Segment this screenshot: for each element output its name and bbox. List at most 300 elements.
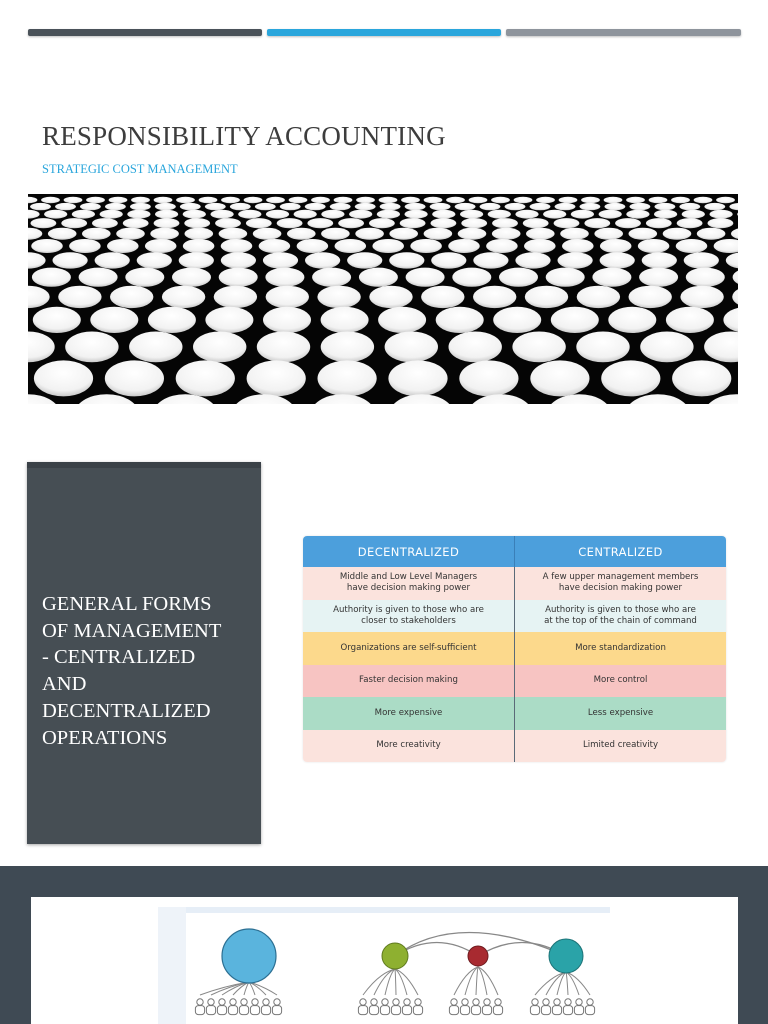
white-oval: [546, 268, 585, 287]
white-oval: [205, 307, 253, 333]
person-head: [554, 999, 560, 1005]
white-oval: [560, 228, 589, 240]
white-oval: [505, 203, 526, 210]
white-oval: [305, 203, 326, 210]
white-oval: [107, 239, 139, 253]
white-oval: [297, 239, 329, 253]
centralized-cell: Authority is given to those who are at the top of the chain of command: [544, 604, 697, 626]
white-oval: [330, 203, 351, 210]
white-oval: [524, 239, 556, 253]
white-oval: [127, 210, 150, 219]
white-oval: [105, 203, 126, 210]
white-oval: [321, 307, 369, 333]
white-oval: [686, 268, 725, 287]
person-head: [241, 999, 247, 1005]
centralized-cell: More standardization: [575, 642, 666, 653]
person-body: [272, 1006, 281, 1015]
white-oval: [571, 210, 594, 219]
white-oval: [461, 218, 487, 228]
white-oval: [321, 210, 344, 219]
white-oval: [710, 210, 733, 219]
white-oval: [646, 218, 672, 228]
white-oval: [629, 228, 658, 240]
white-oval: [389, 252, 424, 268]
person-body: [402, 1006, 411, 1015]
white-oval: [69, 239, 101, 253]
panel-title: GENERAL FORMS OF MANAGEMENT - CENTRALIZED AND DECENTRALIZED OPERATIONS: [42, 593, 222, 749]
white-oval: [431, 252, 466, 268]
white-oval: [137, 252, 172, 268]
white-oval: [253, 228, 282, 240]
white-oval: [424, 228, 453, 240]
white-oval: [100, 210, 123, 219]
person-body: [217, 1006, 226, 1015]
person-body: [563, 1006, 572, 1015]
white-oval: [592, 268, 631, 287]
white-oval: [265, 268, 304, 287]
white-oval: [72, 210, 95, 219]
white-oval: [672, 360, 731, 396]
white-oval: [458, 228, 487, 240]
person-head: [451, 999, 457, 1005]
white-oval: [294, 210, 317, 219]
person-head: [484, 999, 490, 1005]
person-body: [206, 1006, 215, 1015]
white-oval: [125, 268, 164, 287]
white-ovals-image: [28, 194, 738, 404]
white-oval: [626, 197, 645, 203]
white-oval: [410, 239, 442, 253]
white-oval: [492, 218, 518, 228]
white-oval: [214, 286, 257, 308]
white-oval: [626, 210, 649, 219]
table-row: [303, 665, 726, 698]
white-oval: [30, 203, 51, 210]
person-head: [208, 999, 214, 1005]
white-oval: [599, 210, 622, 219]
centralized-cell: More control: [593, 675, 648, 686]
person-head: [382, 999, 388, 1005]
table-row: [303, 567, 726, 600]
white-oval: [488, 210, 511, 219]
white-oval: [400, 218, 426, 228]
table-row: [303, 697, 726, 730]
white-oval: [205, 203, 226, 210]
white-oval: [150, 228, 179, 240]
white-oval: [708, 218, 734, 228]
white-oval: [247, 360, 306, 396]
white-oval: [305, 252, 340, 268]
white-oval: [172, 268, 211, 287]
white-oval: [95, 252, 130, 268]
person-head: [587, 999, 593, 1005]
decentralized-cell: More expensive: [303, 697, 515, 730]
white-oval: [655, 203, 676, 210]
white-oval: [263, 307, 311, 333]
white-oval: [215, 218, 241, 228]
white-oval: [307, 218, 333, 228]
person-body: [358, 1006, 367, 1015]
person-body: [239, 1006, 248, 1015]
white-oval: [318, 360, 377, 396]
white-oval: [148, 307, 196, 333]
white-oval: [221, 239, 253, 253]
white-oval: [199, 197, 218, 203]
person-head: [219, 999, 225, 1005]
white-oval: [154, 218, 180, 228]
white-oval: [266, 210, 289, 219]
white-oval: [530, 360, 589, 396]
comparison-table: [303, 536, 726, 762]
white-oval: [349, 210, 372, 219]
white-oval: [676, 239, 708, 253]
white-oval: [145, 239, 177, 253]
white-oval: [654, 210, 677, 219]
white-oval: [694, 197, 713, 203]
white-oval: [369, 286, 412, 308]
white-oval: [311, 197, 330, 203]
person-body: [585, 1006, 594, 1015]
person-body: [552, 1006, 561, 1015]
white-oval: [33, 307, 81, 333]
white-oval: [421, 286, 464, 308]
white-oval: [58, 286, 101, 308]
white-oval: [663, 228, 692, 240]
white-oval: [176, 197, 195, 203]
white-oval: [79, 268, 118, 287]
centralized-cell: Less expensive: [587, 707, 654, 718]
white-oval: [679, 203, 700, 210]
white-oval: [110, 286, 153, 308]
person-head: [263, 999, 269, 1005]
white-oval: [155, 210, 178, 219]
person-head: [565, 999, 571, 1005]
white-oval: [600, 239, 632, 253]
white-oval: [449, 332, 502, 363]
person-body: [574, 1006, 583, 1015]
person-head: [197, 999, 203, 1005]
person-body: [250, 1006, 259, 1015]
white-oval: [180, 203, 201, 210]
white-oval: [580, 203, 601, 210]
white-oval: [123, 218, 149, 228]
white-oval: [116, 228, 145, 240]
white-oval: [385, 332, 438, 363]
white-oval: [604, 197, 623, 203]
person-body: [369, 1006, 378, 1015]
white-oval: [525, 286, 568, 308]
white-oval: [86, 197, 105, 203]
white-oval: [287, 228, 316, 240]
white-oval: [255, 203, 276, 210]
white-oval: [31, 218, 57, 228]
white-oval: [335, 239, 367, 253]
white-oval: [246, 218, 272, 228]
white-oval: [259, 239, 291, 253]
central-manager-node: [222, 929, 276, 983]
white-oval: [605, 203, 626, 210]
white-oval: [671, 197, 690, 203]
white-oval: [684, 252, 719, 268]
white-oval: [80, 203, 101, 210]
white-oval: [431, 218, 457, 228]
org-chart-image: [158, 907, 610, 1024]
white-oval: [65, 332, 118, 363]
slide-subtitle: STRATEGIC COST MANAGEMENT: [42, 162, 238, 176]
white-oval: [526, 228, 555, 240]
white-oval: [380, 203, 401, 210]
person-body: [530, 1006, 539, 1015]
white-oval: [473, 252, 508, 268]
white-oval: [486, 239, 518, 253]
white-oval: [55, 203, 76, 210]
section-panel: [27, 462, 261, 844]
white-oval: [432, 210, 455, 219]
decentralized-cell: Organizations are self-sufficient: [303, 632, 515, 665]
white-oval: [558, 252, 593, 268]
white-oval: [493, 307, 541, 333]
white-oval: [581, 197, 600, 203]
person-body: [195, 1006, 204, 1015]
hero-image: [28, 194, 738, 404]
white-oval: [219, 268, 258, 287]
white-oval: [642, 252, 677, 268]
table-row: [303, 600, 726, 633]
centralized-cell: Limited creativity: [582, 740, 659, 751]
person-head: [371, 999, 377, 1005]
white-oval: [41, 197, 60, 203]
white-oval: [162, 286, 205, 308]
white-oval: [129, 332, 182, 363]
comparison-header: [303, 536, 726, 567]
white-oval: [492, 228, 521, 240]
white-oval: [630, 203, 651, 210]
white-oval: [555, 203, 576, 210]
white-oval: [551, 307, 599, 333]
white-oval: [92, 218, 118, 228]
white-oval: [369, 218, 395, 228]
white-oval: [219, 228, 248, 240]
person-body: [261, 1006, 270, 1015]
white-oval: [64, 197, 83, 203]
white-oval: [312, 268, 351, 287]
person-body: [471, 1006, 480, 1015]
white-oval: [82, 228, 111, 240]
white-oval: [436, 307, 484, 333]
white-oval: [321, 228, 350, 240]
white-oval: [372, 239, 404, 253]
decentralized-cell: Authority is given to those who are closer to stakeholders: [303, 600, 515, 633]
accent-bar-gray: [506, 29, 741, 36]
white-oval: [640, 332, 693, 363]
person-head: [415, 999, 421, 1005]
white-oval: [378, 307, 426, 333]
person-body: [541, 1006, 550, 1015]
white-oval: [185, 228, 214, 240]
white-oval: [244, 197, 263, 203]
white-oval: [34, 360, 93, 396]
white-oval: [388, 360, 447, 396]
white-oval: [277, 218, 303, 228]
white-oval: [48, 228, 77, 240]
white-oval: [480, 203, 501, 210]
person-head: [252, 999, 258, 1005]
white-oval: [512, 332, 565, 363]
white-oval: [446, 197, 465, 203]
person-head: [576, 999, 582, 1005]
white-oval: [515, 210, 538, 219]
header-decentralized: DECENTRALIZED: [303, 536, 515, 567]
regional-manager-node: [382, 943, 408, 969]
white-oval: [379, 197, 398, 203]
white-oval: [680, 286, 723, 308]
white-oval: [211, 210, 234, 219]
person-body: [380, 1006, 389, 1015]
centralized-cell: A few upper management members have decision making power: [542, 572, 699, 594]
white-oval: [193, 332, 246, 363]
white-oval: [32, 268, 71, 287]
white-oval: [594, 228, 623, 240]
white-oval: [105, 360, 164, 396]
table-row: [303, 730, 726, 763]
white-oval: [584, 218, 610, 228]
white-oval: [600, 252, 635, 268]
white-oval: [704, 203, 725, 210]
regional-manager-node: [549, 939, 583, 973]
white-oval: [682, 210, 705, 219]
white-oval: [577, 286, 620, 308]
white-oval: [61, 218, 87, 228]
white-oval: [401, 197, 420, 203]
white-oval: [601, 360, 660, 396]
person-head: [462, 999, 468, 1005]
white-oval: [608, 307, 656, 333]
white-oval: [131, 197, 150, 203]
white-oval: [257, 332, 310, 363]
org-structure-diagram: [158, 907, 610, 1024]
white-oval: [455, 203, 476, 210]
white-oval: [154, 197, 173, 203]
white-oval: [543, 210, 566, 219]
white-oval: [377, 210, 400, 219]
white-oval: [405, 210, 428, 219]
white-oval: [338, 218, 364, 228]
white-oval: [176, 360, 235, 396]
white-oval: [554, 218, 580, 228]
person-head: [404, 999, 410, 1005]
white-oval: [430, 203, 451, 210]
white-oval: [355, 228, 384, 240]
accent-bar-dark: [28, 29, 262, 36]
person-head: [230, 999, 236, 1005]
person-body: [391, 1006, 400, 1015]
white-oval: [629, 286, 672, 308]
screenshot-margin: [158, 907, 186, 1024]
person-head: [360, 999, 366, 1005]
white-oval: [536, 197, 555, 203]
white-oval: [530, 203, 551, 210]
person-head: [473, 999, 479, 1005]
white-oval: [183, 210, 206, 219]
white-oval: [649, 197, 668, 203]
white-oval: [355, 203, 376, 210]
white-oval: [280, 203, 301, 210]
person-head: [532, 999, 538, 1005]
white-oval: [90, 307, 138, 333]
person-body: [449, 1006, 458, 1015]
white-oval: [266, 197, 285, 203]
person-head: [393, 999, 399, 1005]
white-oval: [109, 197, 128, 203]
person-head: [495, 999, 501, 1005]
white-oval: [221, 252, 256, 268]
white-oval: [44, 210, 67, 219]
white-oval: [514, 197, 533, 203]
person-body: [482, 1006, 491, 1015]
white-oval: [639, 268, 678, 287]
white-oval: [184, 218, 210, 228]
white-oval: [469, 197, 488, 203]
accent-bar-blue: [267, 29, 501, 36]
decentralized-cell: More creativity: [303, 730, 515, 763]
white-oval: [460, 210, 483, 219]
white-oval: [263, 252, 298, 268]
white-oval: [230, 203, 251, 210]
white-oval: [638, 239, 670, 253]
decentralized-cell: Middle and Low Level Managers have decision making power: [303, 567, 515, 600]
white-oval: [334, 197, 353, 203]
white-oval: [559, 197, 578, 203]
white-oval: [473, 286, 516, 308]
white-oval: [405, 203, 426, 210]
white-oval: [389, 228, 418, 240]
person-body: [228, 1006, 237, 1015]
person-head: [274, 999, 280, 1005]
white-oval: [523, 218, 549, 228]
white-oval: [183, 239, 215, 253]
white-oval: [31, 239, 63, 253]
white-oval: [448, 239, 480, 253]
white-oval: [53, 252, 88, 268]
white-oval: [491, 197, 510, 203]
screenshot-strip: [158, 907, 610, 913]
white-oval: [459, 360, 518, 396]
white-oval: [615, 218, 641, 228]
decentralized-cell: Faster decision making: [303, 665, 515, 698]
white-oval: [452, 268, 491, 287]
white-oval: [359, 268, 398, 287]
regional-manager-node: [468, 946, 488, 966]
white-oval: [266, 286, 309, 308]
white-oval: [238, 210, 261, 219]
white-oval: [289, 197, 308, 203]
white-oval: [424, 197, 443, 203]
table-row: [303, 632, 726, 665]
white-oval: [562, 239, 594, 253]
white-oval: [499, 268, 538, 287]
white-oval: [356, 197, 375, 203]
white-oval: [697, 228, 726, 240]
white-oval: [221, 197, 240, 203]
white-oval: [666, 307, 714, 333]
white-oval: [515, 252, 550, 268]
white-oval: [155, 203, 176, 210]
white-oval: [677, 218, 703, 228]
white-oval: [321, 332, 374, 363]
white-oval: [576, 332, 629, 363]
slide-title: RESPONSIBILITY ACCOUNTING: [42, 121, 446, 151]
person-body: [413, 1006, 422, 1015]
